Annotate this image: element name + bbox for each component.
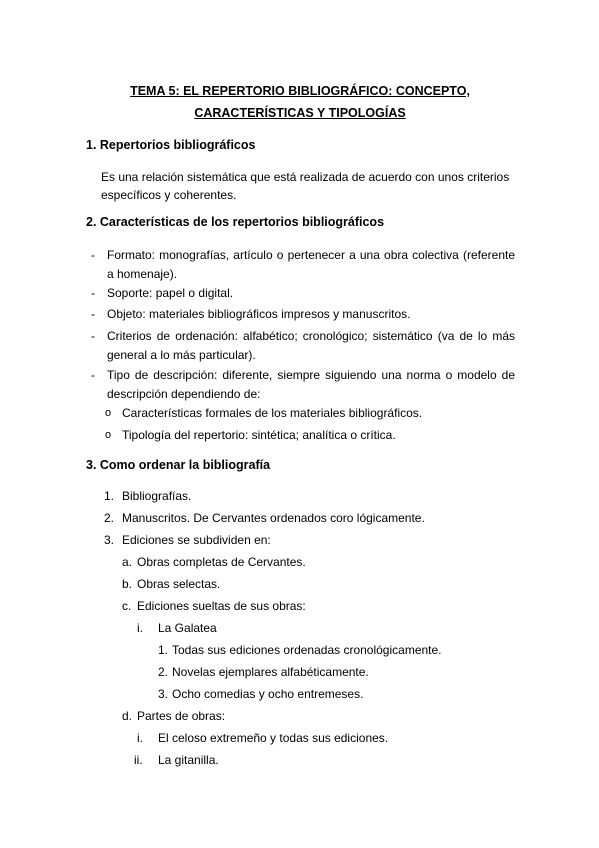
page-title-line-2: CARACTERÍSTICAS Y TIPOLOGÍAS — [194, 106, 406, 120]
section-heading-3: 3. Como ordenar la bibliografía — [86, 458, 271, 472]
list-item-manuscritos: Manuscritos. De Cervantes ordenados coro lógicamente. — [122, 511, 425, 525]
list-marker: i. — [137, 621, 143, 635]
bullet-item-tipo-descripcion: Tipo de descripción: diferente, siempre siguiendo una norma o modelo de descripción dependiendo de: — [107, 368, 515, 401]
list-marker: ii. — [134, 753, 143, 767]
page-title-line-1: TEMA 5: EL REPERTORIO BIBLIOGRÁFICO: CONCEPTO, — [130, 84, 470, 98]
list-item-novelas-ejemplares: Novelas ejemplares alfabéticamente. — [172, 665, 369, 679]
list-item-obras-selectas: Obras selectas. — [137, 577, 221, 591]
list-marker: 1. — [158, 643, 169, 657]
list-marker: 3. — [104, 533, 115, 547]
bullet-marker: - — [91, 286, 95, 300]
list-item-bibliografias: Bibliografías. — [122, 489, 192, 503]
bullet-item-objeto: Objeto: materiales bibliográficos impresos y manuscritos. — [107, 307, 411, 321]
sub-bullet-item-caracteristicas: Características formales de los materiales bibliográficos. — [122, 406, 423, 420]
list-marker: 2. — [104, 511, 115, 525]
bullet-item-soporte: Soporte: papel o digital. — [107, 286, 234, 300]
list-item-todas-ediciones: Todas sus ediciones ordenadas cronológicamente. — [172, 643, 442, 657]
list-item-la-gitanilla: La gitanilla. — [158, 753, 219, 767]
list-marker: c. — [122, 599, 132, 613]
list-marker: a. — [122, 555, 133, 569]
bullet-marker: - — [91, 248, 95, 262]
list-item-partes-obras: Partes de obras: — [137, 709, 226, 723]
sub-bullet-marker: o — [105, 407, 112, 419]
list-item-ediciones-sueltas: Ediciones sueltas de sus obras: — [137, 599, 306, 613]
bullet-marker: - — [91, 368, 95, 382]
list-marker: d. — [122, 709, 133, 723]
bullet-marker: - — [91, 307, 95, 321]
bullet-item-formato: Formato: monografías, artículo o pertenecer a una obra colectiva (referente a homenaje). — [107, 248, 515, 281]
list-item-la-galatea: La Galatea — [158, 621, 217, 635]
list-marker: i. — [137, 731, 143, 745]
section-heading-2: 2. Características de los repertorios bibliográficos — [86, 215, 385, 229]
section-1-paragraph: Es una relación sistemática que está realizada de acuerdo con unos criterios específicos y coherentes. — [101, 170, 510, 202]
list-item-celoso-extremeno: El celoso extremeño y todas sus ediciones. — [158, 731, 389, 745]
sub-bullet-item-tipologia: Tipología del repertorio: sintética; analítica o crítica. — [122, 428, 396, 442]
list-item-obras-completas: Obras completas de Cervantes. — [137, 555, 306, 569]
list-marker: 2. — [158, 665, 169, 679]
sub-bullet-marker: o — [105, 429, 112, 441]
bullet-item-criterios: Criterios de ordenación: alfabético; cronológico; sistemático (va de lo más general a lo más particular). — [107, 329, 515, 362]
list-marker: b. — [122, 577, 133, 591]
list-item-ediciones: Ediciones se subdividen en: — [122, 533, 271, 547]
section-heading-1: 1. Repertorios bibliográficos — [86, 138, 256, 152]
list-marker: 3. — [158, 687, 169, 701]
list-marker: 1. — [104, 489, 115, 503]
bullet-marker: - — [91, 329, 95, 343]
list-item-ocho-comedias: Ocho comedias y ocho entremeses. — [172, 687, 364, 701]
